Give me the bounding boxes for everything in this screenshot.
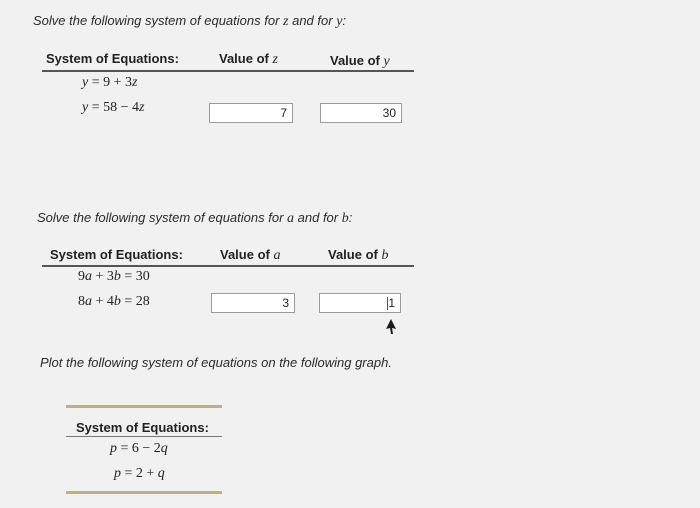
equation-p-6-2q	[110, 441, 168, 457]
header-value-of-a	[220, 247, 280, 264]
equation-p-2-q	[114, 466, 165, 482]
value-a-text: 3	[282, 296, 289, 310]
prompt-plot: Plot the following system of equations on the following graph.	[40, 355, 392, 370]
eq-text: = 28	[120, 294, 150, 309]
prompt-a-b	[37, 210, 352, 227]
eq-var: z	[132, 75, 138, 90]
value-b-text: 1	[388, 296, 395, 310]
box-top-rule	[66, 405, 222, 408]
eq-text: = 58 − 4	[88, 100, 140, 115]
prompt-text: and for	[288, 13, 337, 28]
table-divider	[42, 265, 414, 267]
header-var-a: a	[273, 248, 281, 263]
header-var-b: b	[381, 248, 389, 263]
box-bottom-rule	[66, 491, 222, 494]
eq-var: b	[113, 294, 121, 309]
prompt-text: :	[342, 13, 347, 28]
value-y-text: 30	[382, 106, 396, 120]
prompt-var-b: b	[341, 211, 349, 226]
header-value-of-z	[219, 51, 278, 68]
header-label: Value of	[220, 247, 274, 262]
eq-text: + 3	[92, 269, 114, 284]
eq-var: q	[160, 441, 168, 456]
eq-text: 9	[78, 269, 85, 284]
prompt-text: Solve the following system of equations for	[33, 13, 284, 28]
header-system-of-equations: System of Equations:	[46, 51, 179, 66]
prompt-z-y	[33, 13, 346, 30]
prompt-var-y: y	[336, 14, 343, 29]
value-b-input[interactable]	[319, 293, 401, 313]
text-caret	[387, 297, 388, 310]
header-value-of-y	[330, 53, 390, 70]
mouse-pointer-icon	[386, 319, 398, 335]
header-label: Value of	[219, 51, 273, 66]
eq-text: = 30	[120, 269, 150, 284]
equation-y-9-3z	[82, 75, 137, 91]
prompt-text: :	[348, 210, 353, 225]
table-divider	[66, 436, 222, 437]
prompt-text: and for	[294, 210, 342, 225]
header-label: Value of	[330, 53, 384, 68]
header-var-y: y	[383, 54, 390, 69]
eq-text: = 2 +	[121, 466, 158, 481]
eq-var: y	[82, 75, 89, 90]
value-a-input[interactable]	[211, 293, 295, 313]
value-y-input[interactable]	[320, 103, 402, 123]
prompt-var-a: a	[287, 211, 295, 226]
eq-var: p	[114, 466, 121, 481]
header-label: Value of	[328, 247, 382, 262]
header-var-z: z	[272, 52, 278, 67]
eq-var: y	[82, 100, 89, 115]
eq-var: a	[85, 294, 92, 309]
eq-text: = 9 + 3	[88, 75, 133, 90]
eq-text: = 6 − 2	[117, 441, 161, 456]
header-value-of-b	[328, 247, 388, 264]
prompt-text: Solve the following system of equations for	[37, 210, 288, 225]
table-divider	[42, 70, 414, 72]
eq-var: z	[139, 100, 145, 115]
eq-var: b	[113, 269, 121, 284]
equation-y-58-4z	[82, 100, 144, 116]
eq-text: 8	[78, 294, 85, 309]
eq-var: q	[157, 466, 165, 481]
equation-9a-3b-30	[78, 269, 150, 285]
equation-8a-4b-28	[78, 294, 150, 310]
header-system-of-equations: System of Equations:	[76, 420, 209, 435]
value-z-input[interactable]	[209, 103, 293, 123]
eq-var: a	[85, 269, 92, 284]
eq-var: p	[110, 441, 117, 456]
eq-text: + 4	[92, 294, 114, 309]
value-z-text: 7	[280, 106, 287, 120]
prompt-var-z: z	[283, 14, 289, 29]
header-system-of-equations: System of Equations:	[50, 247, 183, 262]
